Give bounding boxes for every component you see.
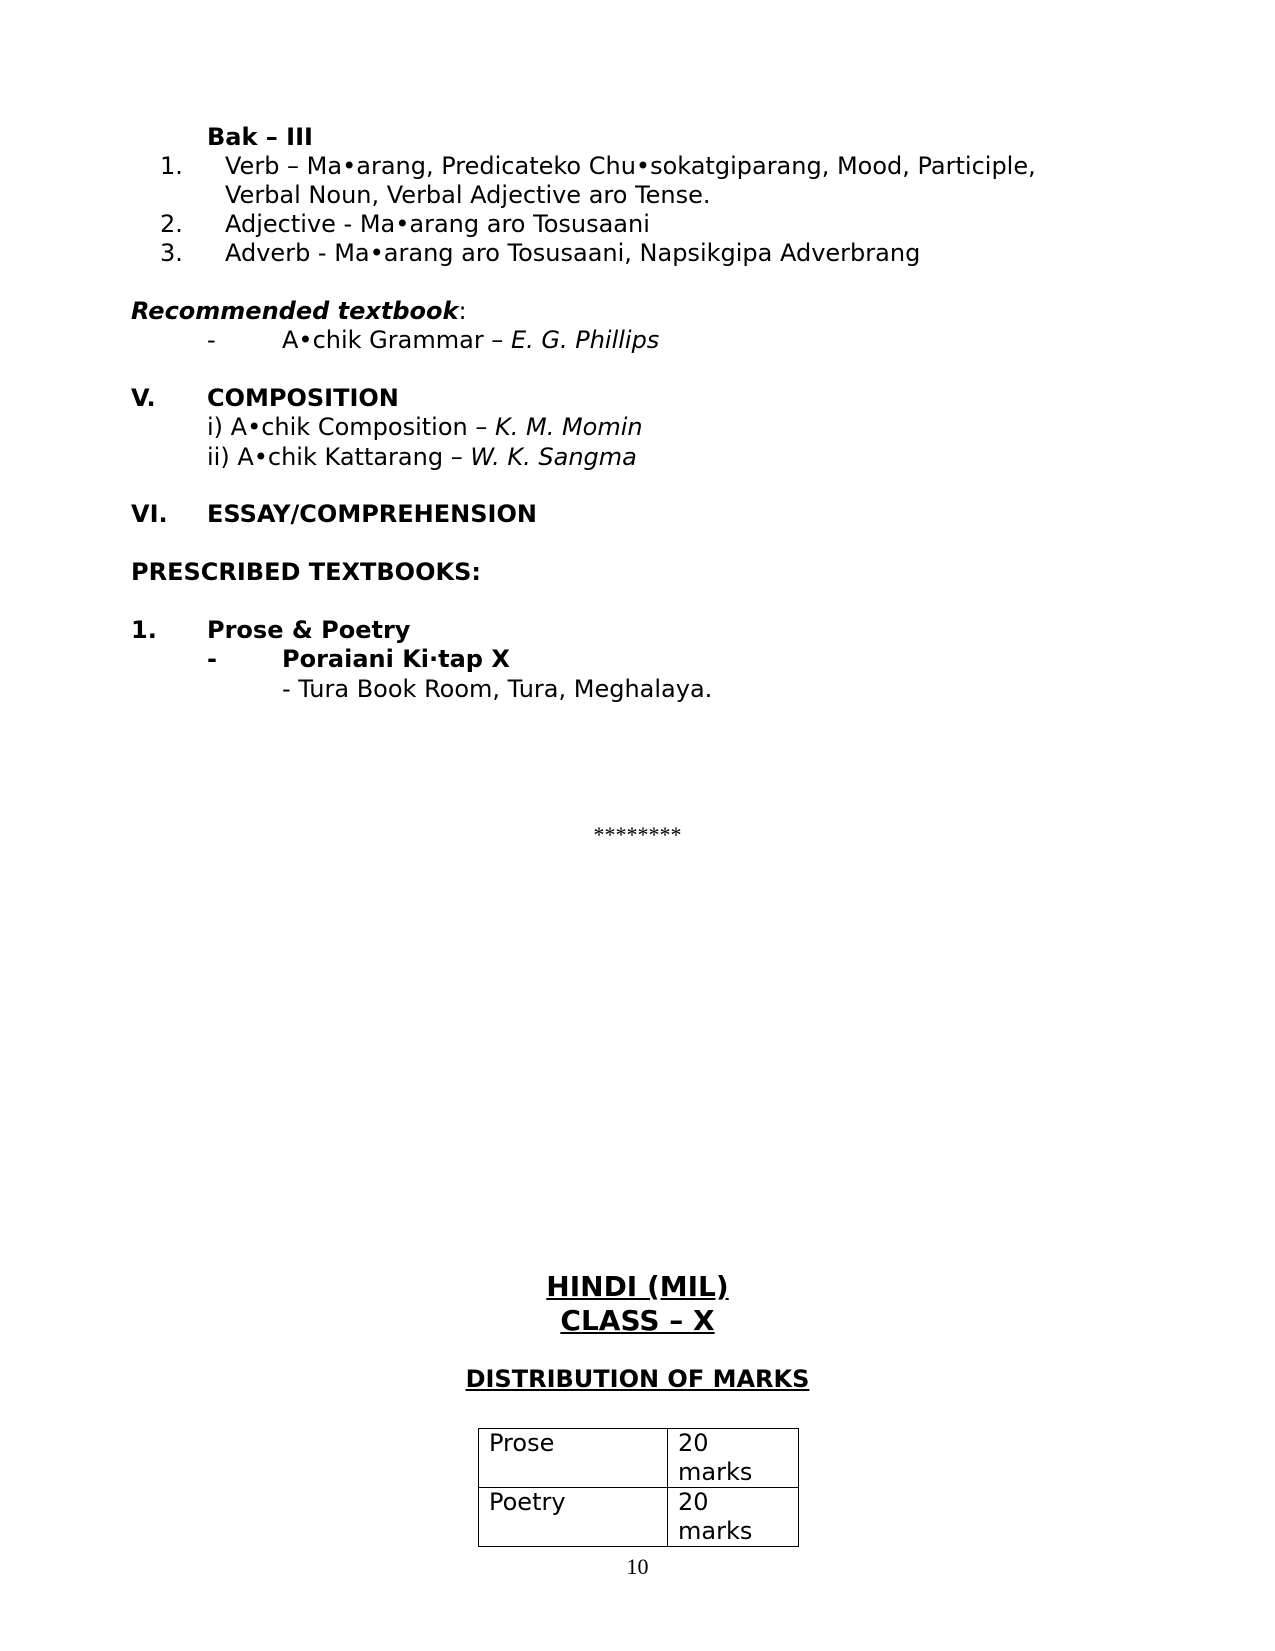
hindi-title: HINDI (MIL) bbox=[546, 1270, 729, 1303]
list-item-text: Verb – Ma•arang, Predicateko Chu•sokatgiparang, Mood, Participle, bbox=[225, 152, 1036, 180]
marks-table bbox=[478, 1428, 799, 1547]
recommended-book bbox=[282, 326, 659, 355]
list-item-number: 2. bbox=[160, 210, 183, 238]
page-number: 10 bbox=[626, 1554, 649, 1579]
section-cell: Poetry bbox=[479, 1488, 668, 1547]
recommended-textbook-line bbox=[131, 297, 467, 326]
prose-poetry-number: 1. bbox=[131, 616, 157, 644]
composition-number: V. bbox=[131, 384, 156, 412]
composition-item-author: K. M. Momin bbox=[494, 413, 643, 441]
distribution-heading: DISTRIBUTION OF MARKS bbox=[465, 1365, 810, 1393]
recommended-book-author: E. G. Phillips bbox=[510, 326, 660, 354]
marks-cell: 20 marks bbox=[668, 1488, 799, 1547]
recommended-label: Recommended textbook bbox=[131, 297, 459, 325]
essay-number: VI. bbox=[131, 500, 168, 528]
composition-item-author: W. K. Sangma bbox=[470, 443, 637, 471]
list-item-text: Verbal Noun, Verbal Adjective aro Tense. bbox=[225, 181, 711, 209]
prose-poetry-book: Poraiani Ki·tap X bbox=[282, 645, 510, 673]
separator: ******** bbox=[593, 822, 682, 847]
recommended-book-title: A•chik Grammar – bbox=[282, 326, 511, 354]
bak-heading: Bak – III bbox=[207, 123, 313, 151]
list-item-number: 1. bbox=[160, 152, 183, 180]
composition-item bbox=[207, 413, 643, 442]
list-item-text: Adjective - Ma•arang aro Tosusaani bbox=[225, 210, 650, 238]
composition-item-title: ii) A•chik Kattarang – bbox=[207, 443, 471, 471]
table-row bbox=[479, 1429, 799, 1488]
hindi-class: CLASS – X bbox=[560, 1304, 715, 1337]
composition-heading: COMPOSITION bbox=[207, 384, 399, 412]
composition-item bbox=[207, 443, 637, 472]
prose-poetry-dash: - bbox=[207, 645, 217, 673]
list-item-number: 3. bbox=[160, 239, 183, 267]
recommended-dash: - bbox=[207, 326, 216, 354]
prescribed-heading: PRESCRIBED TEXTBOOKS: bbox=[131, 558, 481, 586]
list-item-text: Adverb - Ma•arang aro Tosusaani, Napsikgipa Adverbrang bbox=[225, 239, 921, 267]
recommended-colon: : bbox=[458, 297, 467, 325]
table-row bbox=[479, 1488, 799, 1547]
prose-poetry-heading: Prose & Poetry bbox=[207, 616, 411, 644]
composition-item-title: i) A•chik Composition – bbox=[207, 413, 495, 441]
marks-cell: 20 marks bbox=[668, 1429, 799, 1488]
prose-poetry-publisher: - Tura Book Room, Tura, Meghalaya. bbox=[282, 675, 713, 703]
essay-heading: ESSAY/COMPREHENSION bbox=[207, 500, 537, 528]
section-cell: Prose bbox=[479, 1429, 668, 1488]
